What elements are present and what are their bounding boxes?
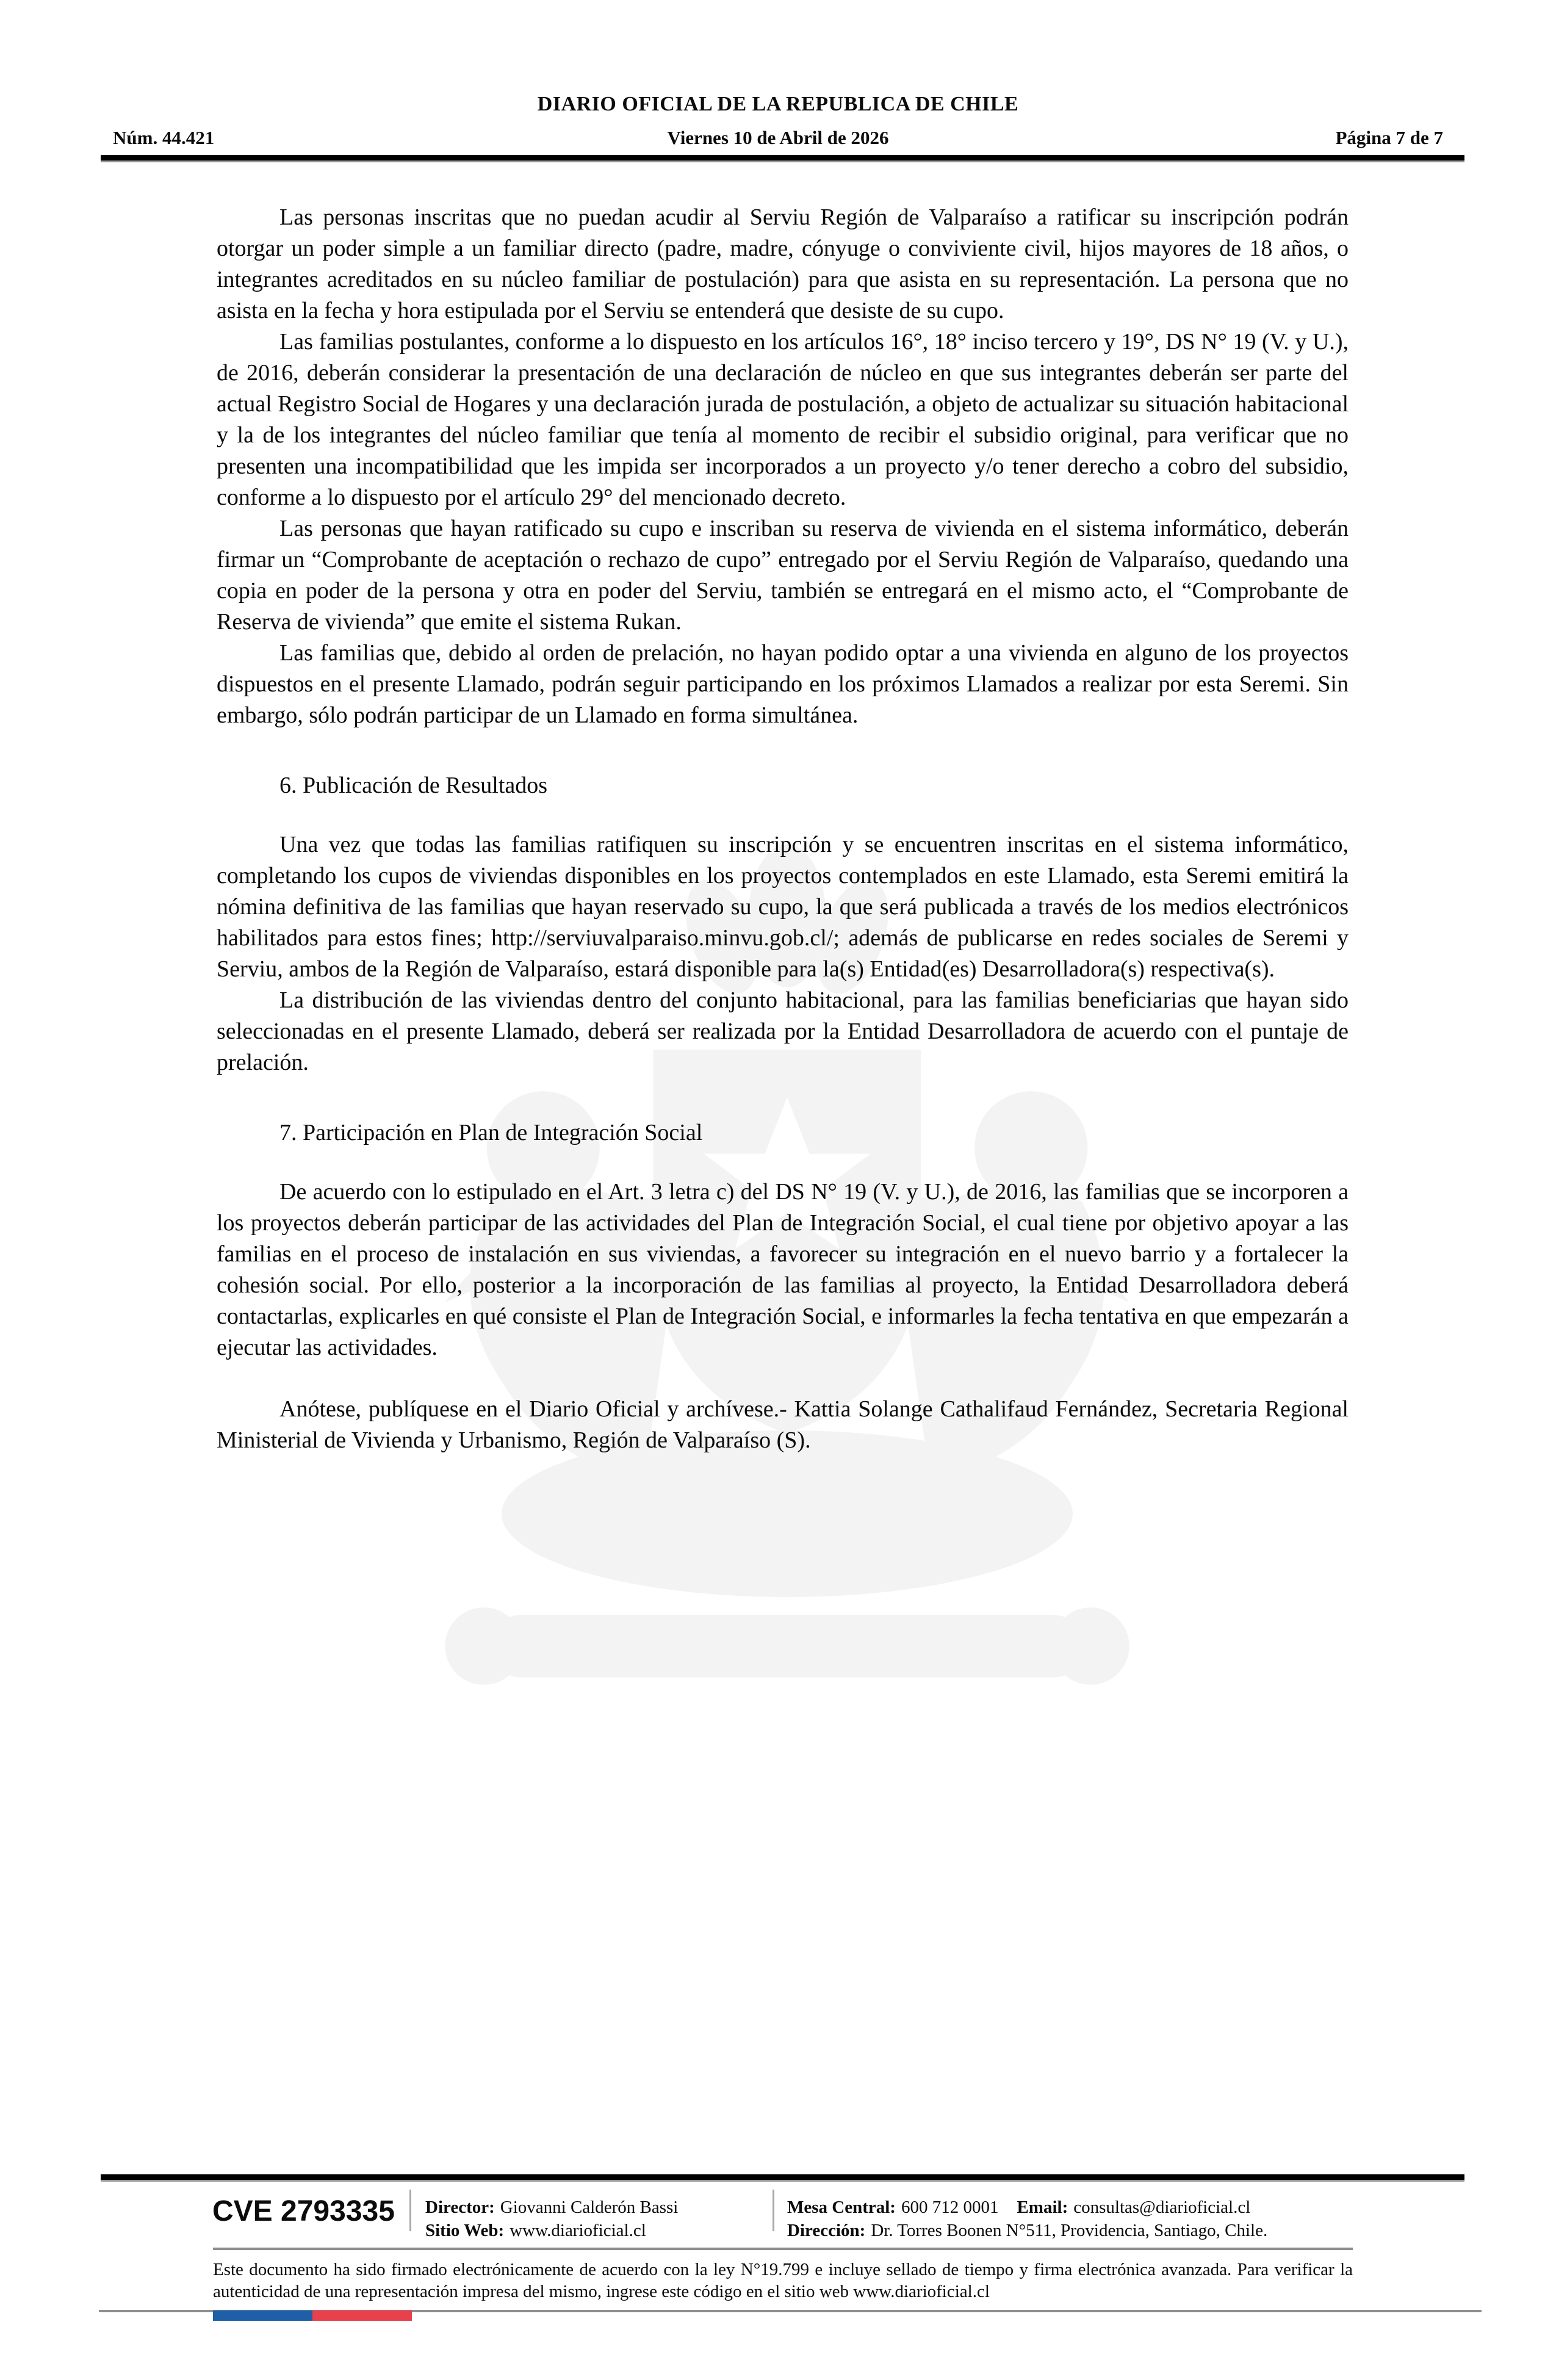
flag-blue-block bbox=[213, 2310, 312, 2321]
closing-paragraph: Anótese, publíquese en el Diario Oficial y archívese.- Kattia Solange Cathalifaud Fernández, Secretaria Regional Ministerial de Vivienda y Urbanismo, Región de Valparaíso (S). bbox=[217, 1396, 1349, 1453]
paragraph-ratificacion: Las personas inscritas que no puedan acudir al Serviu Región de Valparaíso a ratificar su inscripción podrán otorgar un poder simple a un familiar directo (padre, madre, cónyuge o conviviente civil, hijos mayores de 18 años, o integrantes acreditados en su núcleo familiar de postulación) para que asista en su representación. La persona que no asista en la fecha y hora estipulada por el Serviu se entenderá que desiste de su cupo. bbox=[217, 204, 1349, 323]
paragraph-plan-integracion: De acuerdo con lo estipulado en el Art. 3 letra c) del DS N° 19 (V. y U.), de 2016, las familias que se incorporen a los proyectos deberán participar de las actividades del Plan de Integración Social, el cual tiene por objetivo apoyar a las familias en el proceso de instalación en sus viviendas, a favorecer su integración en el nuevo barrio y a fortalecer la cohesión social. Por ello, posterior a la incorporación de las familias al proyecto, la Entidad Desarrolladora deberá contactarlas, explicarles en qué consiste el Plan de Integración Social, e informarles la fecha tentativa en que empezarán a ejecutar las actividades. bbox=[217, 1179, 1349, 1360]
director-name: Giovanni Calderón Bassi bbox=[500, 2198, 679, 2217]
publication-title: DIARIO OFICIAL DE LA REPUBLICA DE CHILE bbox=[537, 93, 1019, 115]
section-heading-plan-integracion: 7. Participación en Plan de Integración Social bbox=[279, 1120, 703, 1145]
footer-divider-right bbox=[773, 2190, 774, 2231]
issue-number: Núm. 44.421 bbox=[113, 127, 215, 148]
bottom-rule bbox=[99, 2310, 1482, 2312]
paragraph-orden-prelacion: Las familias que, debido al orden de prelación, no hayan podido optar a una vivienda en alguno de los proyectos dispuestos en el presente Llamado, podrán seguir participando en los próximos Llamados a realizar por esta Seremi. Sin embargo, sólo podrán participar de un Llamado en forma simultánea. bbox=[217, 640, 1349, 728]
page-number: Página 7 de 7 bbox=[1335, 127, 1443, 148]
document-body bbox=[217, 202, 1349, 1456]
website-value: www.diarioficial.cl bbox=[510, 2221, 646, 2240]
paragraph-nomina-definitiva: Una vez que todas las familias ratifiquen su inscripción y se encuentren inscritas en el sistema informático, completando los cupos de viviendas disponibles en los proyectos contemplados en este Llamado, esta Seremi emitirá la nómina definitiva de las familias que hayan reservado su cupo, la que será publicada a través de los medios electrónicos habilitados para estos fines; http://serviuvalparaiso.minvu.gob.cl/; además de publicarse en redes sociales de Seremi y Serviu, ambos de la Región de Valparaíso, estará disponible para la(s) Entidad(es) Desarrolladora(s) respectiva(s). bbox=[217, 832, 1349, 982]
website-line bbox=[425, 2219, 678, 2242]
signature-disclaimer: Este documento ha sido firmado electrónicamente de acuerdo con la ley N°19.799 e incluye sellado de tiempo y firma electrónica avanzada. Para verificar la autenticidad de una representación impresa del mismo, ingrese este código en el sitio web www.diarioficial.cl bbox=[213, 2260, 1353, 2301]
header-meta-row bbox=[0, 127, 1556, 153]
section-heading-publicacion-resultados: 6. Publicación de Resultados bbox=[279, 773, 548, 798]
chile-flag-bar bbox=[213, 2310, 412, 2321]
paragraph-distribucion-viviendas: La distribución de las viviendas dentro del conjunto habitacional, para las familias beneficiarias que hayan sido seleccionadas en el presente Llamado, deberá ser realizada por la Entidad Desarrolladora de acuerdo con el puntaje de prelación. bbox=[217, 987, 1349, 1075]
edition-date: Viernes 10 de Abril de 2026 bbox=[667, 127, 889, 148]
address-value: Dr. Torres Boonen N°511, Providencia, Santiago, Chile. bbox=[871, 2221, 1268, 2240]
paragraph-declaracion-nucleo: Las familias postulantes, conforme a lo dispuesto en los artículos 16°, 18° inciso tercero y 19°, DS N° 19 (V. y U.), de 2016, deberán considerar la presentación de una declaración de núcleo en que sus integrantes deberán ser parte del actual Registro Social de Hogares y una declaración jurada de postulación, a objeto de actualizar su situación habitacional y la de los integrantes del núcleo familiar que tenía al momento de recibir el subsidio original, para verificar que no presenten una incompatibilidad que les impida ser incorporados a un proyecto y/o tener derecho a cobro del subsidio, conforme a lo dispuesto por el artículo 29° del mencionado decreto. bbox=[217, 329, 1349, 510]
phone-label: Mesa Central: bbox=[787, 2198, 896, 2217]
address-label: Dirección: bbox=[787, 2221, 866, 2240]
footer-rule bbox=[101, 2174, 1464, 2182]
email-label: Email: bbox=[1017, 2198, 1068, 2217]
cve-code: CVE 2793335 bbox=[212, 2195, 395, 2227]
phone-value: 600 712 0001 bbox=[901, 2198, 999, 2217]
director-block bbox=[425, 2196, 678, 2242]
header-rule bbox=[101, 155, 1464, 162]
phone-email-line bbox=[787, 2196, 1267, 2219]
email-value: consultas@diarioficial.cl bbox=[1073, 2198, 1251, 2217]
contact-block bbox=[787, 2196, 1267, 2242]
director-label: Director: bbox=[425, 2198, 495, 2217]
website-label: Sitio Web: bbox=[425, 2221, 505, 2240]
footer-divider-left bbox=[409, 2190, 411, 2231]
footer-separator-rule bbox=[213, 2248, 1353, 2250]
director-line bbox=[425, 2196, 678, 2219]
address-line bbox=[787, 2219, 1267, 2242]
paragraph-comprobante: Las personas que hayan ratificado su cupo e inscriban su reserva de vivienda en el sistema informático, deberán firmar un “Comprobante de aceptación o rechazo de cupo” entregado por el Serviu Región de Valparaíso, quedando una copia en poder de la persona y otra en poder del Serviu, también se entregará en el mismo acto, el “Comprobante de Reserva de vivienda” que emite el sistema Rukan. bbox=[217, 516, 1349, 635]
flag-red-block bbox=[312, 2310, 412, 2321]
